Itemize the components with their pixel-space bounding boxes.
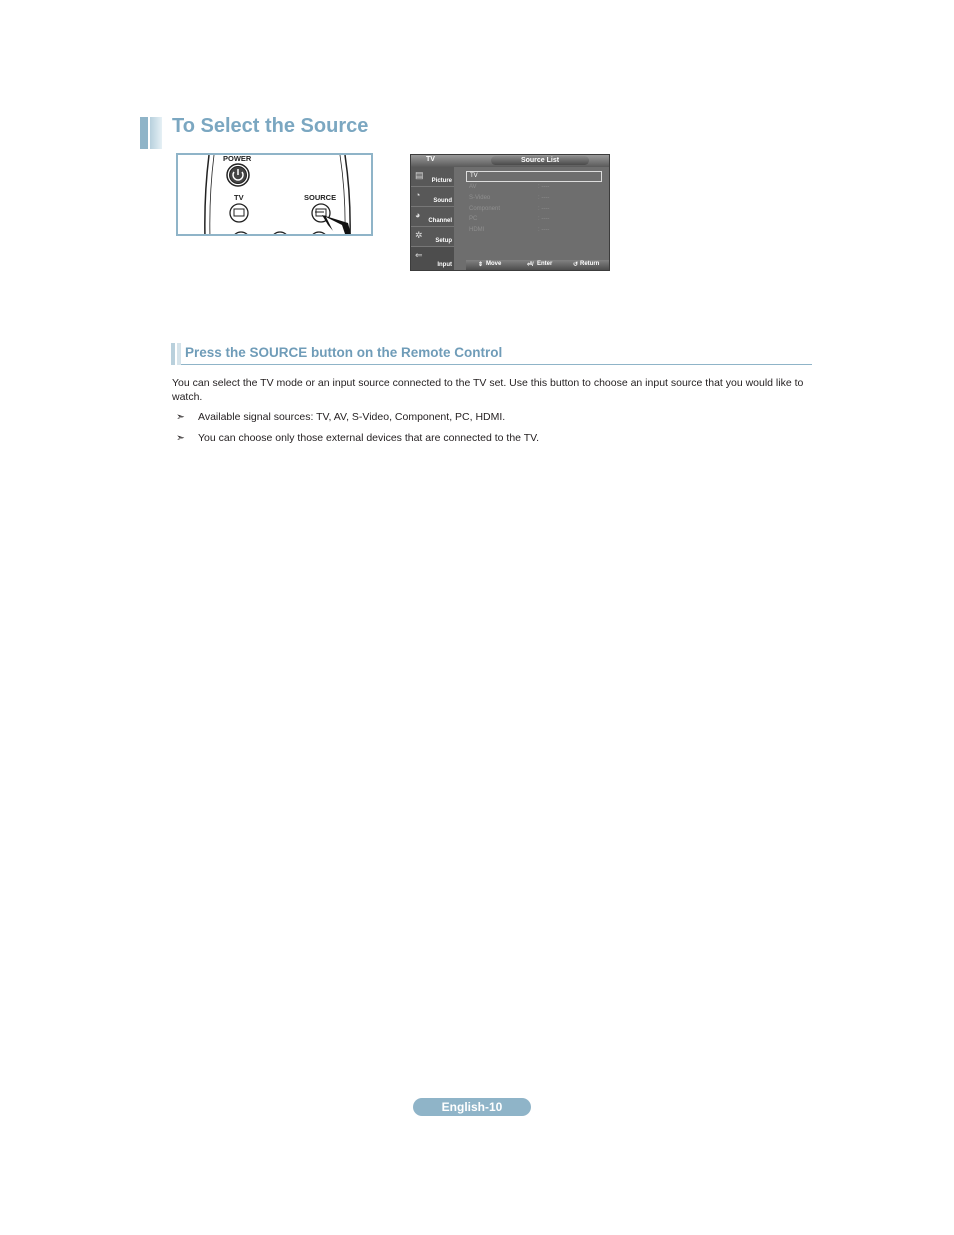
source-item: Component : ---- (469, 205, 550, 212)
osd-bottom-bar (466, 260, 609, 270)
section-heading (171, 343, 812, 367)
source-item: AV : ---- (469, 184, 550, 190)
source-item: TV (466, 171, 602, 182)
section-underline (181, 364, 812, 365)
osd-sidebar (411, 167, 454, 270)
sound-icon: ◔ (415, 190, 421, 200)
section-accent-bar-light (177, 343, 181, 365)
channel-icon: ◕ (415, 210, 421, 220)
title-accent-bar-light (150, 117, 162, 149)
source-item: S-Video : ---- (469, 194, 550, 201)
body-paragraph: You can select the TV mode or an input source connected to the TV set. Use this button to choose an input source that you would like to watch. (172, 377, 804, 403)
osd-menu-sound: ◔ Sound (411, 187, 454, 207)
note-item: ➣ You can choose only those external devices that are connected to the TV. (176, 432, 540, 444)
number-button-icon (232, 232, 250, 236)
number-button-icon (271, 232, 289, 236)
tv-osd-screenshot (410, 154, 610, 271)
source-item: HDMI : ---- (469, 227, 550, 234)
note-item: ➣ Available signal sources: TV, AV, S-Video, Component, PC, HDMI. (176, 411, 506, 423)
move-label: Move (486, 261, 502, 267)
osd-top-bar (411, 155, 609, 167)
osd-tv-label: TV (426, 156, 435, 163)
tv-label: TV (234, 193, 244, 202)
section-title: Press the SOURCE button on the Remote Control (185, 345, 503, 360)
number-button-icon (310, 232, 328, 236)
enter-label: Enter (537, 261, 553, 267)
enter-icon: ⏎/ (527, 262, 534, 268)
remote-drawing (178, 155, 373, 236)
source-item: PC : ---- (469, 216, 550, 223)
return-label: Return (580, 261, 600, 267)
page-number: English-10 (413, 1098, 531, 1116)
tv-button-icon (230, 204, 248, 222)
source-label: SOURCE (304, 193, 337, 202)
remote-illustration (176, 153, 373, 236)
move-icon: ⇕ (478, 262, 484, 268)
title-accent-bar (140, 117, 148, 149)
osd-title: Source List (491, 156, 589, 165)
note-arrow-icon: ➣ (176, 411, 185, 423)
picture-icon: ▤ (415, 170, 424, 180)
return-icon: ↺ (573, 262, 579, 268)
osd-menu-setup: ✲ Setup (411, 227, 454, 247)
page-title: To Select the Source (172, 115, 369, 137)
source-list (466, 171, 602, 236)
note-arrow-icon: ➣ (176, 432, 185, 444)
osd-menu-input: ⇐ Input (411, 247, 454, 270)
power-label: POWER (223, 154, 252, 163)
power-button-icon (227, 164, 249, 186)
osd-menu-picture: ▤ Picture (411, 167, 454, 187)
setup-icon: ✲ (415, 230, 423, 240)
pointer-hand-icon (322, 215, 352, 236)
section-accent-bar (171, 343, 175, 365)
input-icon: ⇐ (415, 250, 423, 260)
osd-menu-channel: ◕ Channel (411, 207, 454, 227)
